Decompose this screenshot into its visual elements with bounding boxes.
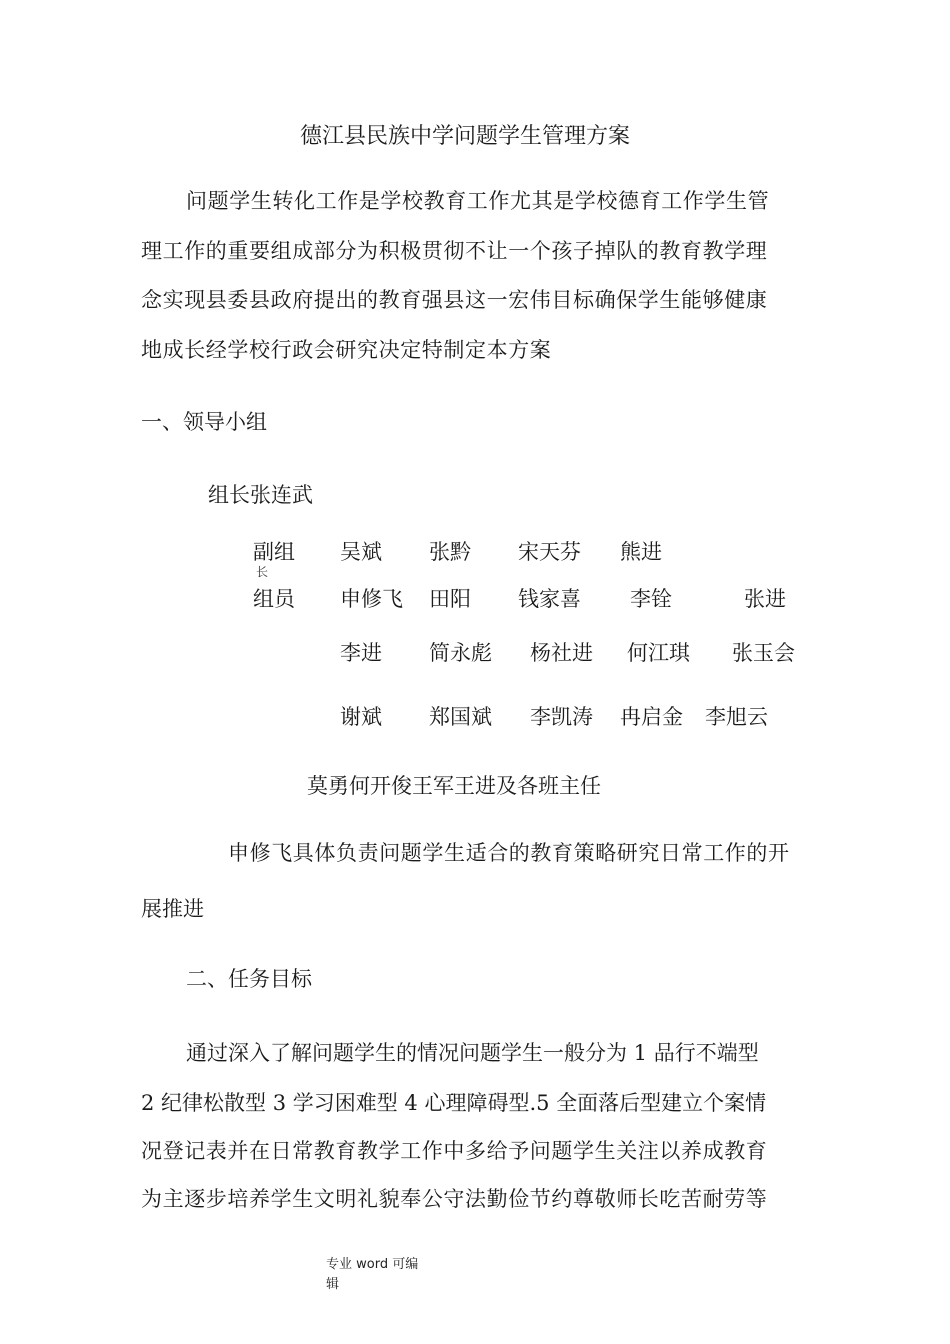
intro-line: 念实现县委县政府提出的教育强县这一宏伟目标确保学生能够健康	[141, 288, 768, 312]
group-leader: 组长张连武	[208, 483, 313, 507]
body-line: 2 纪律松散型 3 学习困难型 4 心理障碍型.5 全面落后型建立个案情	[141, 1091, 767, 1115]
deputy-name: 张黔	[429, 540, 471, 564]
intro-line: 地成长经学校行政会研究决定特制定本方案	[141, 338, 552, 362]
member-name: 李进	[340, 641, 382, 665]
member-name: 田阳	[429, 587, 471, 611]
member-name: 冉启金	[620, 705, 683, 729]
deputy-label: 副组	[253, 540, 295, 564]
member-name: 李凯涛	[530, 705, 593, 729]
section-heading: 一、领导小组	[141, 410, 267, 434]
member-name: 杨社进	[530, 641, 593, 665]
deputy-name: 宋天芬	[518, 540, 581, 564]
body-line: 为主逐步培养学生文明礼貌奉公守法勤俭节约尊敬师长吃苦耐劳等	[141, 1187, 768, 1211]
intro-line: 问题学生转化工作是学校教育工作尤其是学校德育工作学生管	[186, 189, 770, 213]
member-name: 张玉会	[732, 641, 795, 665]
duty-line: 申修飞具体负责问题学生适合的教育策略研究日常工作的开	[228, 841, 790, 865]
members-tail: 莫勇何开俊王军王进及各班主任	[307, 774, 601, 798]
member-name: 李铨	[630, 587, 672, 611]
member-name: 申修飞	[340, 587, 403, 611]
footer-line: 专业 word 可编	[326, 1257, 419, 1272]
body-line: 况登记表并在日常教育教学工作中多给予问题学生关注以养成教育	[141, 1139, 768, 1163]
member-name: 郑国斌	[429, 705, 492, 729]
intro-line: 理工作的重要组成部分为积极贯彻不让一个孩子掉队的教育教学理	[141, 239, 768, 263]
member-name: 张进	[744, 587, 786, 611]
member-name: 李旭云	[705, 705, 768, 729]
footer-line: 辑	[326, 1276, 340, 1292]
page-title: 德江县民族中学问题学生管理方案	[300, 124, 631, 149]
member-name: 简永彪	[429, 641, 492, 665]
deputy-label-suffix: 长	[256, 565, 269, 579]
member-name: 何江琪	[627, 641, 690, 665]
member-label: 组员	[253, 587, 295, 611]
deputy-name: 熊进	[620, 540, 662, 564]
member-name: 谢斌	[340, 705, 382, 729]
deputy-name: 吴斌	[340, 540, 382, 564]
body-line: 通过深入了解问题学生的情况问题学生一般分为 1 品行不端型	[186, 1041, 759, 1065]
duty-line: 展推进	[141, 897, 204, 921]
member-name: 钱家喜	[518, 587, 581, 611]
section-heading: 二、任务目标	[186, 967, 312, 991]
footer-note	[326, 1255, 418, 1294]
